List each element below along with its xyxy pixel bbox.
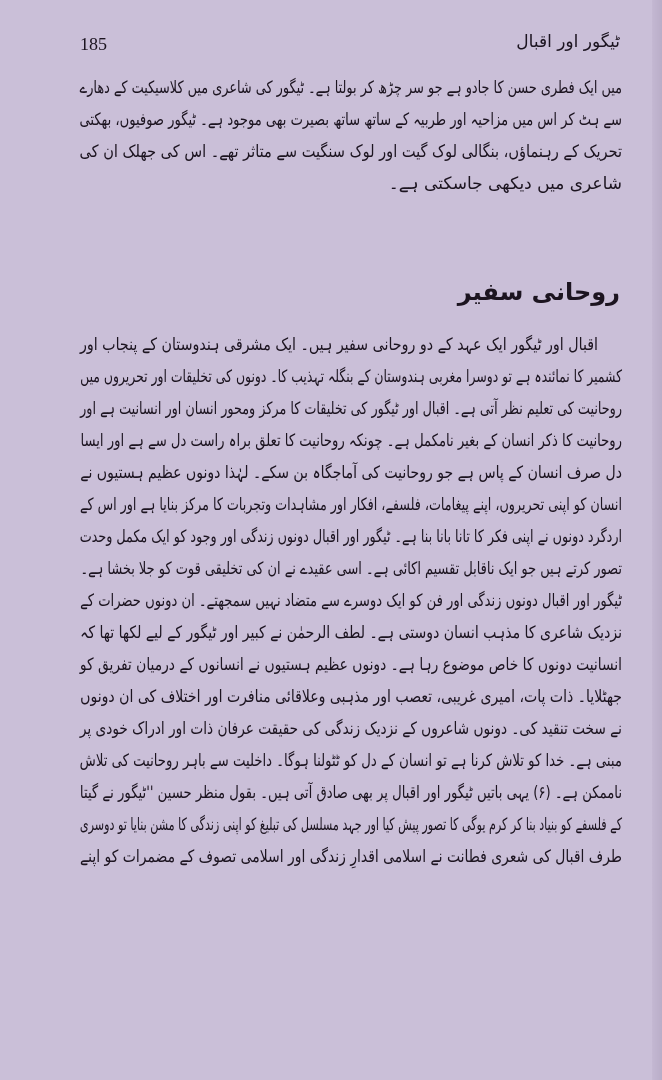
text-line: ناممکن ہے۔ (۶) یہی باتیں ٹیگور اور اقبال پر بھی صادق آتی ہیں۔ بقول منظر حسین ''ٹیگور نے گیتا <box>79 783 622 803</box>
text-line: تحریک کے رہنماؤں، بنگالی لوک گیت اور لوک سنگیت سے متاثر تھے۔ اس کی جھلک ان کی <box>79 142 623 162</box>
text-line: دل صرف انسان کے پاس ہے جو روحانیت کی آماجگاہ بن سکے۔ لہٰذا دونوں عظیم ہستیوں نے <box>80 463 623 483</box>
text-line: روحانیت کا ذکر انسان کے بغیر نامکمل ہے۔ چونکہ روحانیت کا تعلق براہ راست دل سے ہے اور ایسا <box>80 431 622 451</box>
text-line: روحانیت کی تعلیم نظر آتی ہے۔ اقبال اور ٹیگور کی تخلیقات کا مرکز ومحور انسان اور انسانیت ہے اور <box>80 399 623 419</box>
text-line: انسانیت دونوں کا خاص موضوع رہا ہے۔ دونوں عظیم ہستیوں نے انسانوں کے درمیان تفریق کو <box>79 655 623 675</box>
text-line: طرف اقبال کی شعری فطانت نے اسلامی اقدارِ زندگی اور اسلامی تصوف کے مضمرات کو اپنے <box>80 847 623 867</box>
text-line: تصور کرتے ہیں جو ایک ناقابل تقسیم اکائی ہے۔ اسی عقیدے نے ان کی تخلیقی قوت کو جلا بخشا ہے۔ <box>80 559 623 579</box>
text-line: جھٹلایا۔ ذات پات، امیری غریبی، تعصب اور مذہبی وعلاقائی منافرت اور اختلاف کی ان دونوں <box>80 687 623 707</box>
text-line: اقبال اور ٹیگور ایک عہد کے دو روحانی سفیر ہیں۔ ایک مشرقی ہندوستان کے پنجاب اور <box>79 335 599 355</box>
section-heading: روحانی سفیر <box>457 278 620 306</box>
text-line: نزدیک شاعری کا مذہب انسان دوستی ہے۔ لطف الرحمٰن نے کبیر اور ٹیگور کے لیے لکھا تھا کہ <box>80 623 622 643</box>
text-line: کے فلسفے کو بنیاد بنا کر کرم یوگی کا تصور پیش کیا اور جہد مسلسل کی تبلیغ کو اپنی زندگی کا مشن بنایا تو دوسری <box>79 815 623 835</box>
text-line: کشمیر کا نمائندہ ہے تو دوسرا مغربی ہندوستان کے بنگلہ تہذیب کا۔ دونوں کی تخلیقات اور تحریروں میں <box>80 367 622 387</box>
text-line: مبنی ہے۔ خدا کو تلاش کرنا ہے تو انسان کے دل کو ٹٹولنا ہوگا۔ داخلیت سے باہر روحانیت کی تلاش <box>79 751 623 771</box>
text-line: نے سخت تنقید کی۔ دونوں شاعروں کے نزدیک زندگی کی حقیقت عرفان ذات اور ادراک خودی پر <box>79 719 623 739</box>
text-line: ٹیگور اور اقبال دونوں زندگی اور فن کو ایک دوسرے سے متضاد نہیں سمجھتے۔ ان دونوں حضرات کے <box>80 591 623 611</box>
text-line: سے ہٹ کر اس میں مزاحیہ اور طربیہ کے ساتھ ساتھ بصیرت بھی موجود ہے۔ ٹیگور صوفیوں، بھکتی <box>79 110 623 130</box>
text-line: شاعری میں دیکھی جاسکتی ہے۔ <box>388 174 622 194</box>
page-number: 185 <box>80 34 107 54</box>
running-title: ٹیگور اور اقبال <box>516 32 620 52</box>
text-line: انسان کو اپنی تحریروں، اپنے پیغامات، فلسفے، افکار اور مشاہدات وتجربات کا مرکز بنایا ہے اور اس کے <box>80 495 622 515</box>
text-line: میں ایک فطری حسن کا جادو ہے جو سر چڑھ کر بولتا ہے۔ ٹیگور کی شاعری میں کلاسیکیت کے دھارے <box>79 78 623 98</box>
text-line: اردگرد دونوں نے اپنی فکر کا تانا بانا بنا ہے۔ ٹیگور اور اقبال دونوں زندگی اور وجود کو ایک مکمل وحدت <box>79 527 622 547</box>
page-edge <box>652 0 662 1080</box>
